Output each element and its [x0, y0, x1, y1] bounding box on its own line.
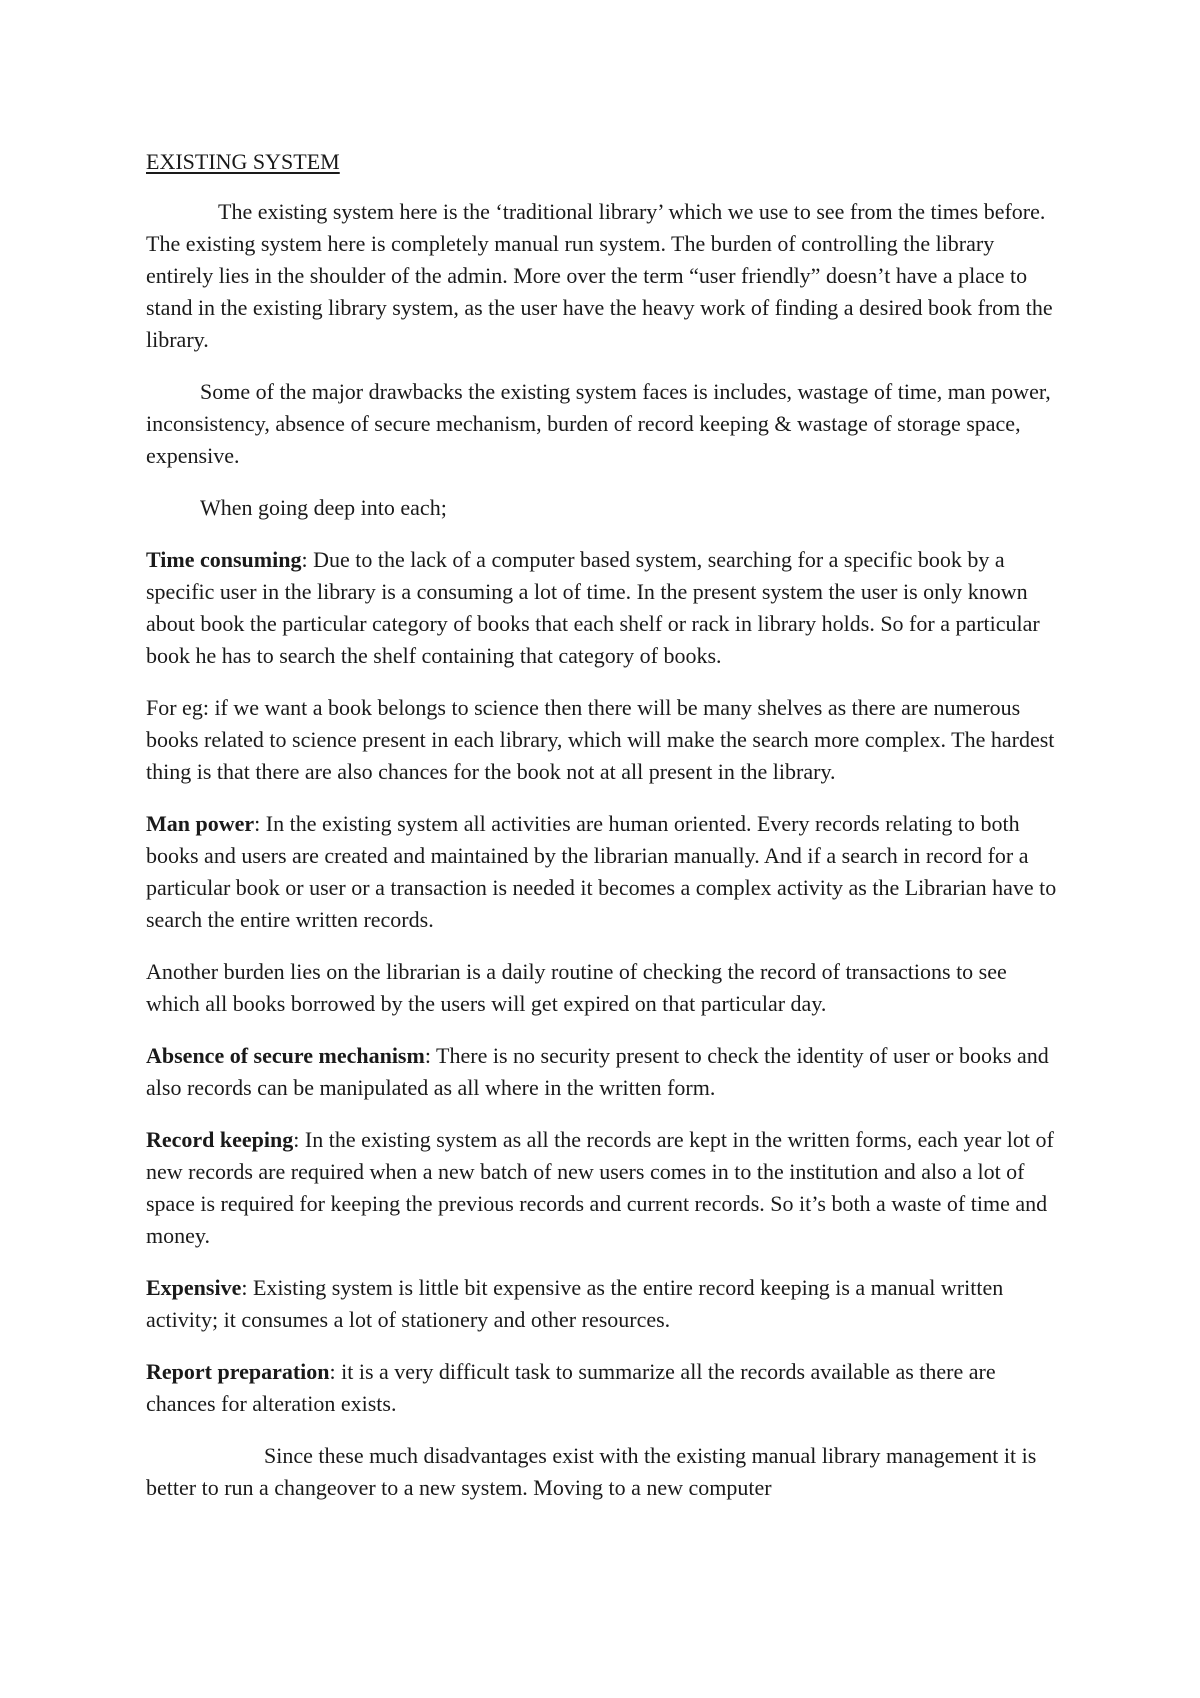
- secure-mechanism-text: : There is no security present to check the identity of user or books and also records can be manipulated as all where in the written form.: [146, 1043, 1049, 1100]
- section-heading: EXISTING SYSTEM: [146, 149, 340, 174]
- expensive-paragraph: [146, 1272, 1066, 1336]
- record-keeping-term: Record keeping: [146, 1127, 294, 1152]
- drawbacks-paragraph: Some of the major drawbacks the existing system faces is includes, wastage of time, man power, inconsistency, absence of secure mechanism, burden of record keeping & wastage of storage space, expensive.: [146, 379, 1051, 468]
- man-power-paragraph: [146, 808, 1066, 936]
- record-keeping-text: : In the existing system as all the records are kept in the written forms, each year lot of new records are required when a new batch of new users comes in to the institution and also a lot of space is required for keeping the previous records and current records. So it’s both a waste of time and money.: [146, 1127, 1054, 1248]
- document-body: [146, 146, 1066, 1504]
- time-consuming-paragraph: [146, 544, 1066, 672]
- record-keeping-paragraph: [146, 1124, 1066, 1252]
- report-preparation-text: : it is a very difficult task to summarize all the records available as there are chances for alteration exists.: [146, 1359, 996, 1416]
- intro-paragraph: The existing system here is the ‘traditional library’ which we use to see from the times before. The existing system here is completely manual run system. The burden of controlling the library entirely lies in the shoulder of the admin. More over the term “user friendly” doesn’t have a place to stand in the existing library system, as the user have the heavy work of finding a desired book from the library.: [146, 199, 1053, 352]
- conclusion-paragraph: Since these much disadvantages exist with the existing manual library management it is better to run a changeover to a new system. Moving to a new computer: [146, 1443, 1037, 1500]
- man-power-term: Man power: [146, 811, 255, 836]
- secure-mechanism-paragraph: [146, 1040, 1066, 1104]
- time-consuming-term: Time consuming: [146, 547, 302, 572]
- deep-intro-paragraph: When going deep into each;: [200, 495, 447, 520]
- secure-mechanism-term: Absence of secure mechanism: [146, 1043, 425, 1068]
- expensive-term: Expensive: [146, 1275, 242, 1300]
- example-paragraph: For eg: if we want a book belongs to science then there will be many shelves as there are numerous books related to science present in each library, which will make the search more complex. The hardest thing is that there are also chances for the book not at all present in the library.: [146, 695, 1055, 784]
- burden-paragraph: Another burden lies on the librarian is a daily routine of checking the record of transactions to see which all books borrowed by the users will get expired on that particular day.: [146, 959, 1007, 1016]
- man-power-text: : In the existing system all activities are human oriented. Every records relating to both books and users are created and maintained by the librarian manually. And if a search in record for a particular book or user or a transaction is needed it becomes a complex activity as the Librarian have to search the entire written records.: [146, 811, 1057, 932]
- expensive-text: : Existing system is little bit expensive as the entire record keeping is a manual written activity; it consumes a lot of stationery and other resources.: [146, 1275, 1004, 1332]
- time-consuming-text: : Due to the lack of a computer based system, searching for a specific book by a specific user in the library is a consuming a lot of time. In the present system the user is only known about book the particular category of books that each shelf or rack in library holds. So for a particular book he has to search the shelf containing that category of books.: [146, 547, 1040, 668]
- report-preparation-paragraph: [146, 1356, 1066, 1420]
- report-preparation-term: Report preparation: [146, 1359, 330, 1384]
